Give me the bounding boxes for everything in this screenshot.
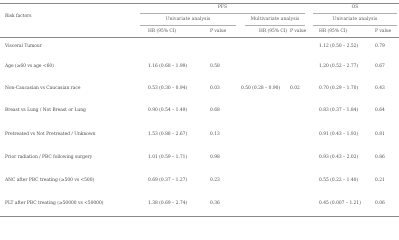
table-cell: 0.55 (0.22 – 1.40): [319, 178, 359, 183]
table-cell: 0.43: [375, 86, 385, 91]
header-pfs-univariate: Univariate analysis: [165, 17, 211, 22]
table-row-factor: Age (≥60 vs age <60): [5, 64, 54, 69]
table-cell: 0.79: [375, 44, 385, 49]
header-os-uni-hr: HR (95% CI): [319, 29, 348, 34]
header-pfs-uni-hr: HR (95% CI): [148, 29, 177, 34]
table-cell: 0.06: [375, 201, 385, 206]
table-cell: 1.53 (0.88 – 2.67): [148, 132, 188, 137]
table-cell: 0.58: [210, 64, 220, 69]
table-cell: 0.23: [210, 178, 220, 183]
table-cell: 0.13: [210, 132, 220, 137]
table-cell: 0.69 (0.37 – 1.27): [148, 178, 188, 183]
header-pfs: PFS: [217, 5, 228, 10]
header-os-uni-p: P value: [375, 29, 392, 34]
pfs-multi-rule: [245, 25, 305, 26]
table-cell: 0.68: [210, 108, 220, 113]
table-row-factor: PLT after PBC treating (≥50000 vs <50000): [5, 201, 104, 206]
table-cell: 0.70 (0.29 – 1.70): [319, 86, 359, 91]
table-cell: 0.93 (0.43 – 2.02): [319, 155, 359, 160]
table-cell: 0.81: [375, 132, 385, 137]
header-os: OS: [351, 5, 359, 10]
table-cell: 1.38 (0.69 – 2.74): [148, 201, 188, 206]
table-cell: 1.01 (0.59 – 1.71): [148, 155, 188, 160]
table-cell: 0.91 (0.43 – 1.93): [319, 132, 359, 137]
table-cell: 0.86: [375, 155, 385, 160]
os-uni-rule: [313, 25, 397, 26]
table-cell: 0.64: [375, 108, 385, 113]
header-risk-factors: Risk factors: [5, 14, 32, 19]
table-cell: 0.67: [375, 64, 385, 69]
table-row-factor: Breast vs Lung / Not Breast or Lung: [5, 108, 86, 113]
top-rule: [0, 3, 399, 4]
pfs-uni-rule: [140, 25, 236, 26]
pfs-group-rule: [140, 13, 305, 14]
header-os-univariate: Univariate analysis: [332, 17, 378, 22]
bottom-rule: [0, 216, 399, 217]
header-pfs-uni-p: P value: [210, 29, 227, 34]
table-cell: 0.53 (0.30 – 0.94): [148, 86, 188, 91]
table-cell: 0.45 (0.007 – 1.21): [319, 201, 361, 206]
table-cell: 0.83 (0.37 – 1.84): [319, 108, 359, 113]
header-pfs-multi-p: P value: [290, 29, 307, 34]
os-group-rule: [313, 13, 397, 14]
table-row-factor: Prior radiation / PBC following surgery: [5, 155, 93, 160]
header-pfs-multivariate: Multivariate analysis: [250, 17, 300, 22]
table-cell: 0.21: [375, 178, 385, 183]
table-row-factor: Non-Caucasian vs Caucasian race: [5, 86, 81, 91]
table-cell: 0.90 (0.54 – 1.49): [148, 108, 188, 113]
table-cell: 1.12 (0.50 – 2.52): [319, 44, 359, 49]
table-cell: 0.50 (0.28 – 0.90): [241, 86, 281, 91]
table-cell: 0.02: [290, 86, 300, 91]
header-bottom-rule: [0, 37, 399, 38]
table-row-factor: Visceral Tumour: [5, 44, 42, 49]
table-cell: 0.98: [210, 155, 220, 160]
table-cell: 1.16 (0.68 – 1.99): [148, 64, 188, 69]
table-row-factor: Pretreated vs Not Pretreated / Unknown: [5, 132, 96, 137]
table-cell: 0.03: [210, 86, 220, 91]
table-cell: 0.36: [210, 201, 220, 206]
table-row-factor: ANC after PBC treating (≥500 vs <500): [5, 178, 95, 183]
table-cell: 1.20 (0.52 – 2.77): [319, 64, 359, 69]
header-pfs-multi-hr: HR (95% CI): [259, 29, 288, 34]
